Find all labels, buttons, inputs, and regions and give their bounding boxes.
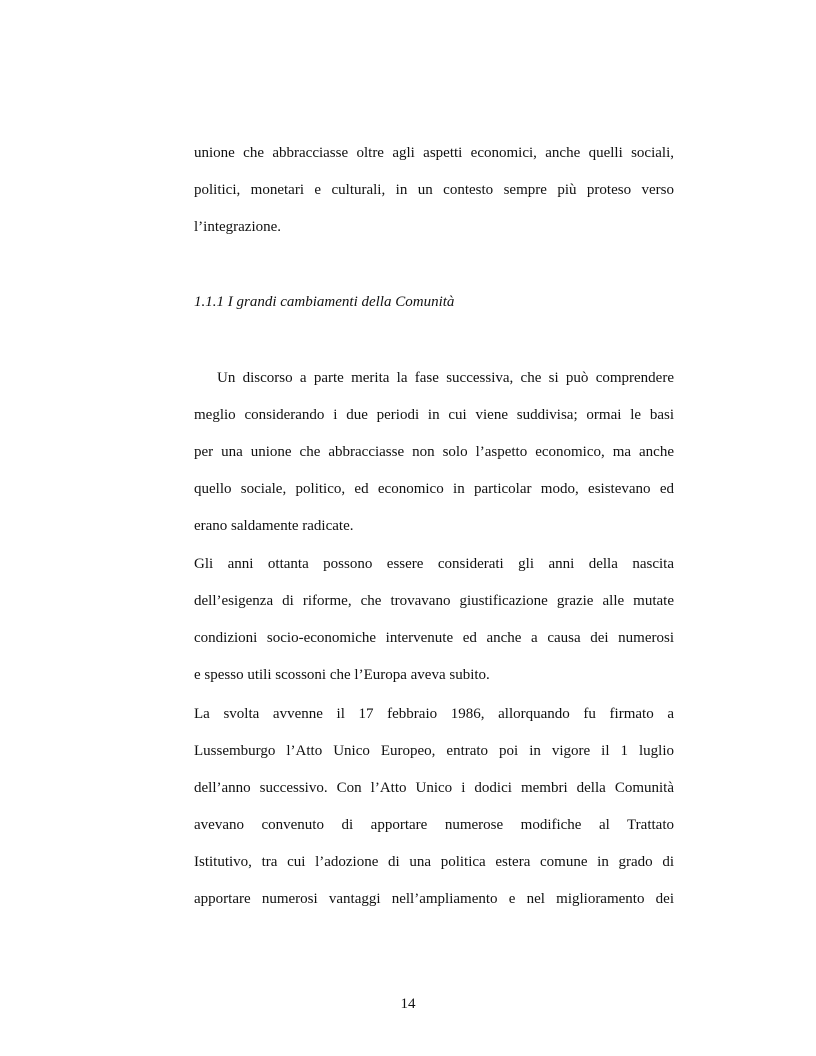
paragraph-2-line-2: meglio considerando i due periodi in cui viene suddivisa; ormai le basi (194, 407, 674, 423)
paragraph-4-line-4: avevano convenuto di apportare numerose modifiche al Trattato (194, 817, 674, 833)
page-number: 14 (400, 996, 416, 1012)
paragraph-4-line-3: dell’anno successivo. Con l’Atto Unico i dodici membri della Comunità (194, 780, 674, 796)
paragraph-3-line-1: Gli anni ottanta possono essere considerati gli anni della nascita (194, 556, 674, 572)
paragraph-3-line-3: condizioni socio-economiche intervenute ed anche a causa dei numerosi (194, 630, 674, 646)
paragraph-1-line-2: politici, monetari e culturali, in un contesto sempre più proteso verso (194, 182, 674, 198)
paragraph-2-line-5: erano saldamente radicate. (194, 518, 354, 534)
paragraph-4-line-6: apportare numerosi vantaggi nell’ampliamento e nel miglioramento dei (194, 891, 674, 907)
paragraph-3-line-4: e spesso utili scossoni che l’Europa aveva subito. (194, 667, 490, 683)
paragraph-2-line-3: per una unione che abbracciasse non solo l’aspetto economico, ma anche (194, 444, 674, 460)
paragraph-1-line-1: unione che abbracciasse oltre agli aspetti economici, anche quelli sociali, (194, 145, 674, 161)
paragraph-2-line-1: Un discorso a parte merita la fase successiva, che si può comprendere (217, 370, 674, 386)
section-heading: 1.1.1 I grandi cambiamenti della Comunità (194, 294, 455, 310)
paragraph-3-line-2: dell’esigenza di riforme, che trovavano giustificazione grazie alle mutate (194, 593, 674, 609)
paragraph-1-line-3: l’integrazione. (194, 219, 282, 235)
paragraph-2-line-4: quello sociale, politico, ed economico in particolar modo, esistevano ed (194, 481, 674, 497)
paragraph-4-line-1: La svolta avvenne il 17 febbraio 1986, allorquando fu firmato a (194, 706, 674, 722)
paragraph-4-line-2: Lussemburgo l’Atto Unico Europeo, entrato poi in vigore il 1 luglio (194, 743, 674, 759)
paragraph-4-line-5: Istitutivo, tra cui l’adozione di una politica estera comune in grado di (194, 854, 674, 870)
